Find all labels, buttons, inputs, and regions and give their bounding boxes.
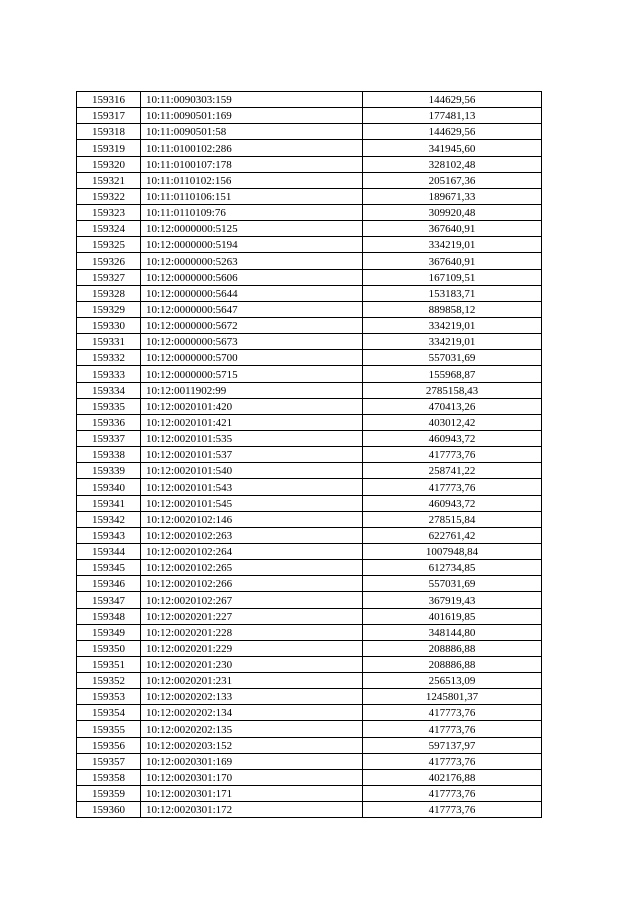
cadastral-number-cell: 10:11:0110102:156 [141, 172, 363, 188]
table-row [77, 479, 542, 495]
cadastral-number-cell: 10:12:0000000:5647 [141, 301, 363, 317]
cadastral-number-cell: 10:12:0020102:266 [141, 576, 363, 592]
cadastral-number-cell: 10:12:0020102:267 [141, 592, 363, 608]
cadastral-number-cell: 10:12:0000000:5673 [141, 334, 363, 350]
row-number-cell: 159353 [77, 689, 141, 705]
cadastral-number-cell: 10:12:0000000:5715 [141, 366, 363, 382]
value-cell: 557031,69 [363, 350, 542, 366]
cadastral-number-cell: 10:11:0090501:169 [141, 108, 363, 124]
table-row [77, 221, 542, 237]
table-row [77, 172, 542, 188]
row-number-cell: 159340 [77, 479, 141, 495]
cadastral-number-cell: 10:12:0020201:230 [141, 656, 363, 672]
table-row [77, 753, 542, 769]
value-cell: 256513,09 [363, 673, 542, 689]
table-row [77, 156, 542, 172]
table-row [77, 430, 542, 446]
value-cell: 334219,01 [363, 317, 542, 333]
table-row [77, 334, 542, 350]
row-number-cell: 159330 [77, 317, 141, 333]
table-row [77, 640, 542, 656]
value-cell: 367640,91 [363, 253, 542, 269]
cadastral-number-cell: 10:11:0110109:76 [141, 204, 363, 220]
cadastral-number-cell: 10:12:0020101:420 [141, 398, 363, 414]
cadastral-number-cell: 10:12:0020201:229 [141, 640, 363, 656]
value-cell: 417773,76 [363, 786, 542, 802]
row-number-cell: 159344 [77, 543, 141, 559]
value-cell: 341945,60 [363, 140, 542, 156]
table-row [77, 721, 542, 737]
cadastral-number-cell: 10:11:0090303:159 [141, 92, 363, 108]
table-row [77, 560, 542, 576]
table-row [77, 366, 542, 382]
table-row [77, 737, 542, 753]
value-cell: 402176,88 [363, 769, 542, 785]
table-row [77, 608, 542, 624]
row-number-cell: 159345 [77, 560, 141, 576]
row-number-cell: 159359 [77, 786, 141, 802]
cadastral-number-cell: 10:12:0020102:264 [141, 543, 363, 559]
row-number-cell: 159352 [77, 673, 141, 689]
row-number-cell: 159319 [77, 140, 141, 156]
value-cell: 417773,76 [363, 753, 542, 769]
table-row [77, 253, 542, 269]
table-row [77, 495, 542, 511]
value-cell: 417773,76 [363, 802, 542, 818]
table-row [77, 398, 542, 414]
row-number-cell: 159334 [77, 382, 141, 398]
value-cell: 309920,48 [363, 204, 542, 220]
row-number-cell: 159326 [77, 253, 141, 269]
table-row [77, 140, 542, 156]
row-number-cell: 159341 [77, 495, 141, 511]
value-cell: 258741,22 [363, 463, 542, 479]
table-row [77, 689, 542, 705]
value-cell: 189671,33 [363, 188, 542, 204]
value-cell: 144629,56 [363, 124, 542, 140]
cadastral-number-cell: 10:12:0000000:5606 [141, 269, 363, 285]
cadastral-number-cell: 10:12:0020102:263 [141, 527, 363, 543]
row-number-cell: 159336 [77, 414, 141, 430]
row-number-cell: 159342 [77, 511, 141, 527]
table-row [77, 92, 542, 108]
table-row [77, 656, 542, 672]
row-number-cell: 159321 [77, 172, 141, 188]
value-cell: 417773,76 [363, 447, 542, 463]
cadastral-number-cell: 10:12:0020201:228 [141, 624, 363, 640]
cadastral-number-cell: 10:12:0000000:5194 [141, 237, 363, 253]
value-cell: 177481,13 [363, 108, 542, 124]
cadastral-number-cell: 10:11:0090501:58 [141, 124, 363, 140]
row-number-cell: 159324 [77, 221, 141, 237]
row-number-cell: 159325 [77, 237, 141, 253]
value-cell: 348144,80 [363, 624, 542, 640]
table-row [77, 786, 542, 802]
table-row [77, 802, 542, 818]
table-row [77, 511, 542, 527]
row-number-cell: 159343 [77, 527, 141, 543]
cadastral-number-cell: 10:12:0020202:133 [141, 689, 363, 705]
value-cell: 208886,88 [363, 656, 542, 672]
value-cell: 1007948,84 [363, 543, 542, 559]
row-number-cell: 159328 [77, 285, 141, 301]
table-row [77, 769, 542, 785]
cadastral-number-cell: 10:12:0020102:265 [141, 560, 363, 576]
row-number-cell: 159350 [77, 640, 141, 656]
cadastral-number-cell: 10:11:0110106:151 [141, 188, 363, 204]
table-row [77, 382, 542, 398]
cadastral-value-table [76, 91, 542, 818]
table-row [77, 527, 542, 543]
row-number-cell: 159318 [77, 124, 141, 140]
table-row [77, 576, 542, 592]
row-number-cell: 159317 [77, 108, 141, 124]
value-cell: 417773,76 [363, 479, 542, 495]
value-cell: 334219,01 [363, 237, 542, 253]
table-row [77, 592, 542, 608]
cadastral-number-cell: 10:12:0020101:537 [141, 447, 363, 463]
table-row [77, 350, 542, 366]
cadastral-number-cell: 10:11:0100107:178 [141, 156, 363, 172]
value-cell: 2785158,43 [363, 382, 542, 398]
row-number-cell: 159357 [77, 753, 141, 769]
value-cell: 205167,36 [363, 172, 542, 188]
row-number-cell: 159316 [77, 92, 141, 108]
value-cell: 208886,88 [363, 640, 542, 656]
row-number-cell: 159349 [77, 624, 141, 640]
row-number-cell: 159322 [77, 188, 141, 204]
cadastral-number-cell: 10:12:0020102:146 [141, 511, 363, 527]
cadastral-number-cell: 10:12:0020301:172 [141, 802, 363, 818]
cadastral-number-cell: 10:12:0020101:543 [141, 479, 363, 495]
value-cell: 278515,84 [363, 511, 542, 527]
row-number-cell: 159327 [77, 269, 141, 285]
value-cell: 470413,26 [363, 398, 542, 414]
row-number-cell: 159355 [77, 721, 141, 737]
value-cell: 334219,01 [363, 334, 542, 350]
cadastral-number-cell: 10:12:0020101:421 [141, 414, 363, 430]
row-number-cell: 159337 [77, 430, 141, 446]
row-number-cell: 159354 [77, 705, 141, 721]
value-cell: 155968,87 [363, 366, 542, 382]
cadastral-number-cell: 10:12:0020101:535 [141, 430, 363, 446]
value-cell: 612734,85 [363, 560, 542, 576]
row-number-cell: 159320 [77, 156, 141, 172]
cadastral-number-cell: 10:12:0000000:5700 [141, 350, 363, 366]
table-row [77, 447, 542, 463]
row-number-cell: 159331 [77, 334, 141, 350]
value-cell: 417773,76 [363, 721, 542, 737]
row-number-cell: 159358 [77, 769, 141, 785]
value-cell: 622761,42 [363, 527, 542, 543]
cadastral-number-cell: 10:12:0020203:152 [141, 737, 363, 753]
value-cell: 367640,91 [363, 221, 542, 237]
table-row [77, 705, 542, 721]
row-number-cell: 159360 [77, 802, 141, 818]
value-cell: 367919,43 [363, 592, 542, 608]
row-number-cell: 159332 [77, 350, 141, 366]
table-row [77, 463, 542, 479]
value-cell: 144629,56 [363, 92, 542, 108]
cadastral-number-cell: 10:12:0020202:134 [141, 705, 363, 721]
row-number-cell: 159333 [77, 366, 141, 382]
table-row [77, 543, 542, 559]
value-cell: 153183,71 [363, 285, 542, 301]
row-number-cell: 159335 [77, 398, 141, 414]
table-row [77, 108, 542, 124]
row-number-cell: 159346 [77, 576, 141, 592]
value-cell: 167109,51 [363, 269, 542, 285]
value-cell: 460943,72 [363, 430, 542, 446]
table-row [77, 301, 542, 317]
value-cell: 401619,85 [363, 608, 542, 624]
value-cell: 460943,72 [363, 495, 542, 511]
cadastral-number-cell: 10:12:0020301:170 [141, 769, 363, 785]
table-row [77, 188, 542, 204]
cadastral-number-cell: 10:12:0020202:135 [141, 721, 363, 737]
table-body [77, 92, 542, 818]
table-row [77, 204, 542, 220]
table-row [77, 124, 542, 140]
cadastral-number-cell: 10:12:0020201:231 [141, 673, 363, 689]
cadastral-number-cell: 10:12:0000000:5672 [141, 317, 363, 333]
row-number-cell: 159323 [77, 204, 141, 220]
cadastral-number-cell: 10:12:0000000:5644 [141, 285, 363, 301]
value-cell: 597137,97 [363, 737, 542, 753]
row-number-cell: 159356 [77, 737, 141, 753]
cadastral-number-cell: 10:12:0000000:5125 [141, 221, 363, 237]
row-number-cell: 159339 [77, 463, 141, 479]
row-number-cell: 159338 [77, 447, 141, 463]
cadastral-number-cell: 10:12:0020301:169 [141, 753, 363, 769]
value-cell: 557031,69 [363, 576, 542, 592]
row-number-cell: 159347 [77, 592, 141, 608]
value-cell: 1245801,37 [363, 689, 542, 705]
value-cell: 403012,42 [363, 414, 542, 430]
row-number-cell: 159329 [77, 301, 141, 317]
cadastral-number-cell: 10:12:0020201:227 [141, 608, 363, 624]
table-row [77, 317, 542, 333]
row-number-cell: 159348 [77, 608, 141, 624]
cadastral-number-cell: 10:12:0000000:5263 [141, 253, 363, 269]
table-row [77, 269, 542, 285]
cadastral-number-cell: 10:12:0020101:545 [141, 495, 363, 511]
cadastral-number-cell: 10:11:0100102:286 [141, 140, 363, 156]
table-row [77, 414, 542, 430]
table-row [77, 624, 542, 640]
value-cell: 417773,76 [363, 705, 542, 721]
cadastral-number-cell: 10:12:0020101:540 [141, 463, 363, 479]
value-cell: 328102,48 [363, 156, 542, 172]
row-number-cell: 159351 [77, 656, 141, 672]
table-row [77, 285, 542, 301]
cadastral-number-cell: 10:12:0020301:171 [141, 786, 363, 802]
table-row [77, 237, 542, 253]
value-cell: 889858,12 [363, 301, 542, 317]
cadastral-number-cell: 10:12:0011902:99 [141, 382, 363, 398]
table-row [77, 673, 542, 689]
